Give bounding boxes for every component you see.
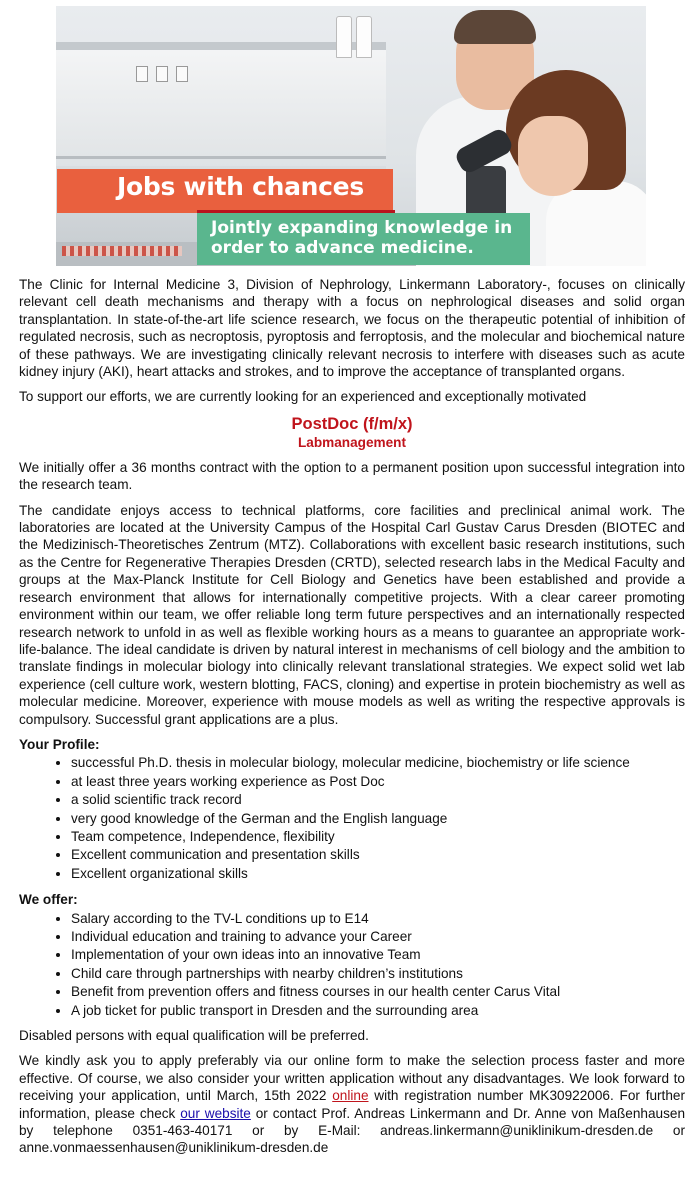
apply-paragraph: We kindly ask you to apply preferably via our online form to make the selection process faster and more effective. Of course, we also consider your written application without any disadvantages. We look forward to receiving your application, until March, 15th 2022 online with registration number MK30922006. For further information, please check our website or contact Prof. Andreas Linkermann and Dr. Anne von Maßenhausen by telephone 0351-463-40171 or by E-Mail: andreas.linkermann@uniklinikum-dresden.de or anne.vonmaessenhausen@uniklinikum-dresden.de <box>19 1053 686 1156</box>
list-item: • Excellent communication and presentation skills <box>71 846 685 864</box>
disabled-note: Disabled persons with equal qualification will be preferred. <box>19 1028 369 1044</box>
list-item: • a solid scientific track record <box>71 791 685 809</box>
list-item: • Salary according to the TV-L conditions up to E14 <box>71 910 685 928</box>
banner-subheadline: Jointly expanding knowledge in order to advance medicine. <box>197 213 530 265</box>
lab-cabinet <box>56 46 386 159</box>
job-posting-body <box>19 276 685 1165</box>
list-item: • Benefit from prevention offers and fitness courses in our health center Carus Vital <box>71 983 685 1001</box>
profile-list <box>19 754 685 883</box>
candidate-paragraph: The candidate enjoys access to technical platforms, core facilities and preclinical animal work. The laboratories are located at the University Campus of the Hospital Carl Gustav Carus Dresden (BIOTEC and the Medizinisch-Theoretisches Zentrum (MTZ). Collaborations with excellent basic research institutions, such as the Centre for Regenerative Therapies Dresden (CRTD), selected research labs in the Medical Faculty and groups at the Max-Planck Institute for Cell Biology and Genetics have been established and provide a research environment that allows for internationally competitive projects. With a clear career promoting environment within our team, we offer reliable long term future perspectives and an internationally respected research network to unfold in as well as flexible working hours as a means to guarantee an appropriate work-life-balance. The ideal candidate is driven by natural interest in mechanisms of cell biology and the ambition to translate findings in molecular biology into clinically relevant translational strategies. We expect solid wet lab experience (cell culture work, western blotting, FACS, cloning) and expertise in protein biochemistry as well as molecular medicine. Moreover, experience with mouse models as well as writing the respective approvals is compulsory. Successful grant applications are a plus. <box>19 502 685 727</box>
banner-headline: Jobs with chances <box>57 169 393 213</box>
list-item: • at least three years working experience as Post Doc <box>71 773 685 791</box>
list-item: • Individual education and training to advance your Career <box>71 928 685 946</box>
intro-paragraph: The Clinic for Internal Medicine 3, Division of Nephrology, Linkermann Laboratory-, focuses on clinically relevant cell death mechanisms and therapy with a focus on nephrological diseases and solid organ transplantation. In state-of-the-art life science research, we focus on the therapeutic potential of inhibition of regulated necrosis, such as necroptosis, pyroptosis and ferroptosis, and the molecular and biochemical nature of these pathways. We are investigating clinically relevant necrosis to interfere with diseases such as acute kidney injury (AKI), heart attacks and strokes, and to improve the acceptance of transplanted organs. <box>19 277 685 380</box>
list-item: • Excellent organizational skills <box>71 865 685 883</box>
offer-list <box>19 910 685 1020</box>
list-item: • very good knowledge of the German and the English language <box>71 810 685 828</box>
profile-heading: Your Profile: <box>19 736 100 752</box>
list-item: • successful Ph.D. thesis in molecular biology, molecular medicine, biochemistry or life science <box>71 754 685 772</box>
website-link[interactable]: our website <box>180 1105 251 1121</box>
position-title: PostDoc (f/m/x) <box>291 414 413 433</box>
list-item: • Team competence, Independence, flexibility <box>71 828 685 846</box>
position-subtitle: Labmanagement <box>297 434 407 450</box>
online-link[interactable]: online <box>332 1088 369 1104</box>
offer-heading: We offer: <box>19 892 78 908</box>
list-item: • A job ticket for public transport in Dresden and the surrounding area <box>71 1002 685 1020</box>
list-item: • Implementation of your own ideas into an innovative Team <box>71 946 685 964</box>
list-item: • Child care through partnerships with nearby children’s institutions <box>71 965 685 983</box>
looking-paragraph: To support our efforts, we are currently looking for an experienced and exceptionally motivated <box>19 389 587 405</box>
contract-paragraph: We initially offer a 36 months contract with the option to a permanent position upon successful integration into the research team. <box>19 459 685 493</box>
